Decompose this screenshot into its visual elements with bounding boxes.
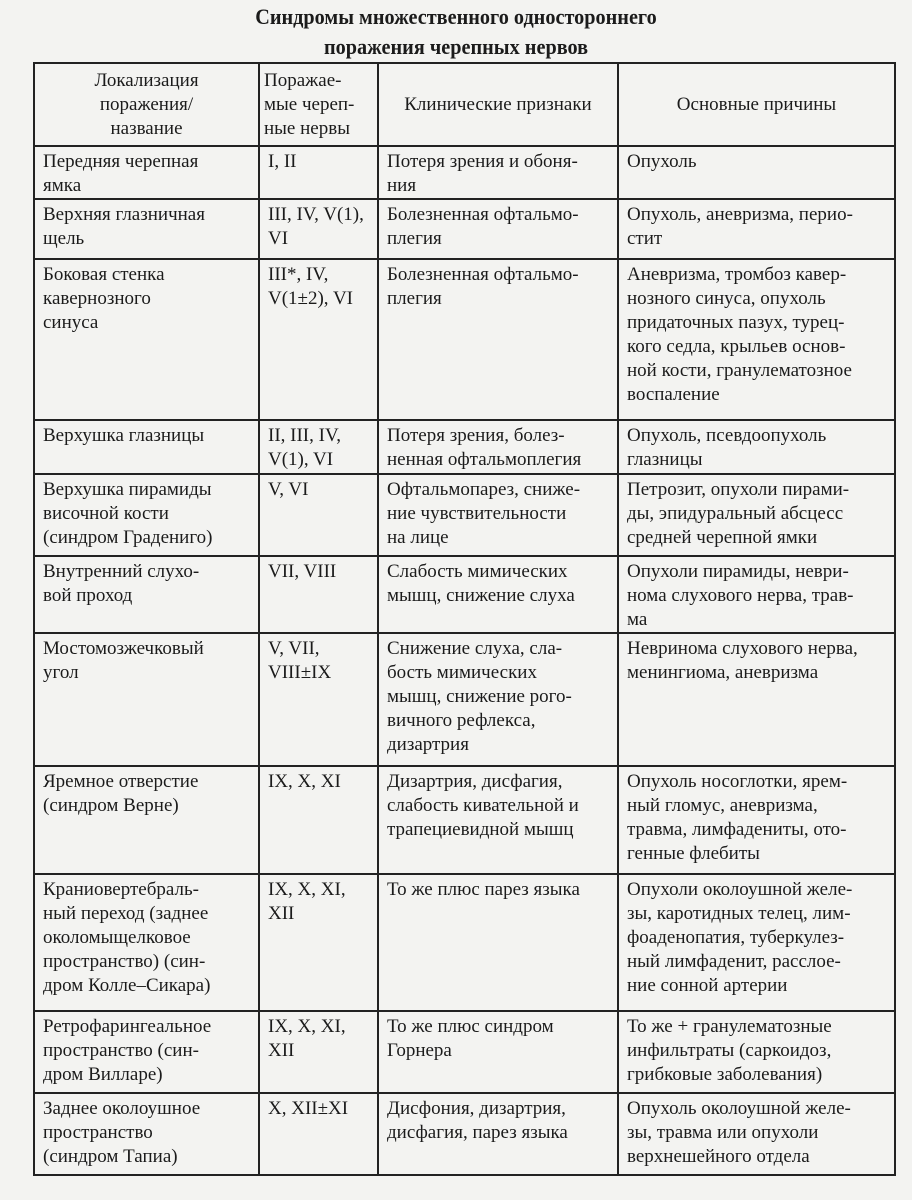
cell-nerves: IX, X, XI, XII — [259, 1011, 378, 1093]
table-row — [34, 1011, 895, 1093]
cell-nerves: III*, IV, V(1±2), VI — [259, 259, 378, 420]
cell-causes: То же + гранулематозные инфильтраты (саркоидоз, грибковые заболевания) — [618, 1011, 895, 1093]
cranial-nerve-syndromes-table — [33, 62, 896, 1176]
cell-clinical-signs: Снижение слуха, сла- бость мимических мышц, снижение рого- вичного рефлекса, дизартрия — [378, 633, 618, 766]
table-title-line-1: Синдромы множественного одностороннего — [255, 4, 657, 29]
table-row — [34, 874, 895, 1011]
cell-nerves: V, VI — [259, 474, 378, 556]
cell-causes: Опухоль, псевдоопухоль глазницы — [618, 420, 895, 474]
table-row — [34, 259, 895, 420]
cell-causes: Опухоль околоушной желе- зы, травма или опухоли верхнешейного отдела — [618, 1093, 895, 1175]
cell-causes: Опухоль носоглотки, ярем- ный гломус, аневризма, травма, лимфадениты, ото- генные флебиты — [618, 766, 895, 874]
cell-nerves: V, VII, VIII±IX — [259, 633, 378, 766]
header-causes: Основные причины — [618, 63, 895, 146]
cell-clinical-signs: Болезненная офтальмо- плегия — [378, 199, 618, 259]
cell-localization: Заднее околоушное пространство (синдром Тапиа) — [34, 1093, 259, 1175]
header-nerves: Поражае- мые череп- ные нервы — [259, 63, 378, 146]
cell-localization: Яремное отверстие (синдром Верне) — [34, 766, 259, 874]
header-clinical-signs: Клинические признаки — [378, 63, 618, 146]
table-title-line-2: поражения черепных нервов — [323, 34, 589, 59]
cell-causes: Опухоли околоушной желе- зы, каротидных телец, лим- фоаденопатия, туберкулез- ный лимфаденит, расслое- ние сонной артерии — [618, 874, 895, 1011]
cell-nerves: III, IV, V(1), VI — [259, 199, 378, 259]
table-row — [34, 199, 895, 259]
header-row — [34, 63, 895, 146]
table-row — [34, 420, 895, 474]
table-row — [34, 633, 895, 766]
header-localization: Локализация поражения/ название — [34, 63, 259, 146]
cell-causes: Опухоль, аневризма, перио- стит — [618, 199, 895, 259]
cell-clinical-signs: Потеря зрения и обоня- ния — [378, 146, 618, 199]
cell-clinical-signs: Дизартрия, дисфагия, слабость кивательной и трапециевидной мышц — [378, 766, 618, 874]
cell-clinical-signs: Потеря зрения, болез- ненная офтальмоплегия — [378, 420, 618, 474]
cell-causes: Аневризма, тромбоз кавер- нозного синуса, опухоль придаточных пазух, турец- кого седла, крыльев основ- ной кости, гранулематозное воспаление — [618, 259, 895, 420]
cell-causes: Опухоль — [618, 146, 895, 199]
table-row — [34, 146, 895, 199]
cell-localization: Мостомозжечковый угол — [34, 633, 259, 766]
cell-localization: Ретрофарингеальное пространство (син- дром Вилларе) — [34, 1011, 259, 1093]
cell-clinical-signs: То же плюс парез языка — [378, 874, 618, 1011]
table-row — [34, 766, 895, 874]
cell-causes: Невринома слухового нерва, менингиома, аневризма — [618, 633, 895, 766]
cell-causes: Опухоли пирамиды, неври- нома слухового нерва, трав- ма — [618, 556, 895, 633]
cell-localization: Верхушка глазницы — [34, 420, 259, 474]
cell-nerves: IX, X, XI — [259, 766, 378, 874]
cell-localization: Боковая стенка кавернозного синуса — [34, 259, 259, 420]
cell-nerves: I, II — [259, 146, 378, 199]
cell-clinical-signs: То же плюс синдром Горнера — [378, 1011, 618, 1093]
table-row — [34, 1093, 895, 1175]
table-row — [34, 474, 895, 556]
cell-clinical-signs: Болезненная офтальмо- плегия — [378, 259, 618, 420]
cell-localization: Передняя черепная ямка — [34, 146, 259, 199]
cell-nerves: X, XII±XI — [259, 1093, 378, 1175]
cell-nerves: VII, VIII — [259, 556, 378, 633]
cell-localization: Краниовертебраль- ный переход (заднее околомыщелковое пространство) (син- дром Колле–Сикара) — [34, 874, 259, 1011]
cell-clinical-signs: Слабость мимических мышц, снижение слуха — [378, 556, 618, 633]
cell-localization: Верхушка пирамиды височной кости (синдром Градениго) — [34, 474, 259, 556]
cell-clinical-signs: Офтальмопарез, сниже- ние чувствительности на лице — [378, 474, 618, 556]
cell-localization: Внутренний слухо- вой проход — [34, 556, 259, 633]
table-row — [34, 556, 895, 633]
cell-localization: Верхняя глазничная щель — [34, 199, 259, 259]
cell-clinical-signs: Дисфония, дизартрия, дисфагия, парез языка — [378, 1093, 618, 1175]
cell-nerves: IX, X, XI, XII — [259, 874, 378, 1011]
cell-causes: Петрозит, опухоли пирами- ды, эпидуральный абсцесс средней черепной ямки — [618, 474, 895, 556]
cell-nerves: II, III, IV, V(1), VI — [259, 420, 378, 474]
